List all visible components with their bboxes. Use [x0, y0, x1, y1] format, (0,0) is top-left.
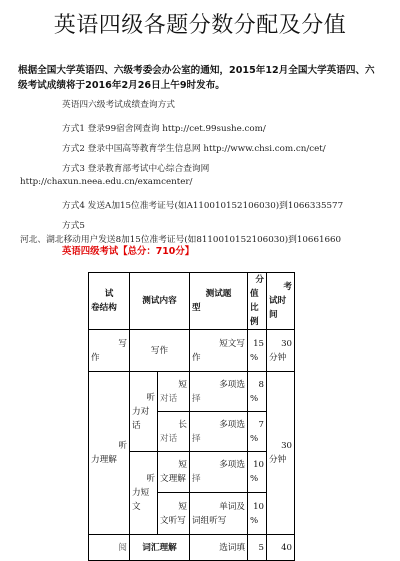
header-ratio-bottom: 值比例 — [250, 289, 259, 327]
table-row-reading-partial — [89, 535, 295, 561]
short-dialogue-bottom: 对话 — [160, 393, 178, 404]
query-heading: 英语四六级考试成绩查询方式 — [62, 100, 175, 110]
header-structure-bottom: 卷结构 — [91, 303, 117, 313]
method-5-line-1: 方式5 — [62, 221, 85, 231]
short-dialogue-type-bottom: 择 — [192, 393, 201, 404]
passage-comprehension-type-top: 多项选 — [219, 460, 245, 470]
writing-ratio-unit: % — [250, 352, 259, 363]
short-dialogue-ratio: 8 — [258, 379, 264, 390]
reading-vocab: 词汇理解 — [130, 535, 190, 561]
table-row-short-dialogue — [89, 372, 295, 412]
method-2: 方式2 登录中国高等教育学生信息网 http://www.chsi.com.cn/cet/ — [62, 144, 326, 154]
reading-vocab-type: 选词填 — [190, 535, 248, 561]
header-content: 测试内容 — [130, 273, 190, 330]
passage-comprehension-ratio-unit: % — [250, 474, 259, 484]
reading-time: 40 — [267, 535, 295, 561]
dictation-ratio-unit: % — [250, 515, 259, 526]
long-dialogue-ratio-unit: % — [250, 433, 259, 444]
writing-part-top: 写 — [118, 338, 127, 349]
short-dialogue-top: 短 — [178, 379, 187, 390]
header-structure-top: 试 — [104, 289, 114, 299]
long-dialogue-top: 长 — [178, 419, 187, 430]
short-dialogue-ratio-unit: % — [250, 393, 259, 404]
listening-time-unit: 分钟 — [269, 455, 287, 465]
writing-type-top: 短文写 — [219, 338, 245, 349]
passage-comprehension-bottom: 文理解 — [160, 474, 186, 484]
method-3-line-1: 方式3 登录教育部考试中心综合查询网 — [62, 164, 210, 174]
method-3-line-2: http://chaxun.neea.edu.cn/examcenter/ — [20, 177, 193, 187]
score-heading: 英语四级考试【总分：710分】 — [62, 246, 195, 257]
writing-time-unit: 分钟 — [269, 352, 287, 363]
header-type-bottom: 型 — [192, 303, 201, 313]
table-row-writing — [89, 330, 295, 372]
header-type-top: 测试题 — [205, 289, 232, 299]
listening-passage-top: 听 — [146, 474, 155, 484]
writing-time: 30 — [281, 338, 292, 349]
intro-line-1: 根据全国大学英语四、六级考委会办公室的通知，2015年12月全国大学英语四、六 — [18, 65, 375, 76]
header-ratio-top: 分 — [255, 275, 264, 285]
listening-dialogue-top: 听 — [146, 392, 155, 403]
score-table — [88, 272, 295, 561]
page-title: 英语四级各题分数分配及分值 — [53, 13, 347, 38]
dictation-top: 短 — [178, 501, 187, 512]
dictation-type-top: 单词及 — [219, 501, 245, 512]
passage-comprehension-type-bottom: 择 — [192, 474, 201, 484]
short-dialogue-type-top: 多项选 — [219, 379, 245, 390]
dictation-bottom: 文听写 — [160, 515, 186, 526]
table-header-row — [89, 273, 295, 330]
intro-line-2: 级考试成绩将于2016年2月26日上午9时发布。 — [18, 80, 225, 91]
method-5-line-2: 河北、湖北移动用户发送8加15位准考证号(如8110010152106030)到10661660 — [20, 235, 342, 245]
reading-vocab-ratio: 5 — [248, 535, 267, 561]
method-1: 方式1 登录99宿舍网查询 http://cet.99sushe.com/ — [62, 124, 266, 134]
dictation-type-bottom: 词组听写 — [192, 515, 227, 526]
writing-type-bottom: 作 — [192, 352, 201, 363]
long-dialogue-ratio: 7 — [258, 419, 264, 430]
passage-comprehension-ratio: 10 — [253, 460, 264, 470]
header-time-bottom: 试时间 — [269, 296, 287, 320]
long-dialogue-bottom: 对话 — [160, 433, 178, 444]
reading-part-top: 阅 — [89, 535, 130, 561]
writing-part-bottom: 作 — [91, 352, 100, 363]
listening-dialogue-bottom: 力对话 — [132, 406, 150, 431]
listening-part-bottom: 力理解 — [91, 455, 117, 465]
header-time-top: 考 — [283, 282, 292, 292]
long-dialogue-type-top: 多项选 — [219, 419, 245, 430]
listening-part-top: 听 — [118, 441, 127, 451]
dictation-ratio: 10 — [253, 501, 264, 512]
method-4: 方式4 发送A加15位准考证号(如A110010152106030)到1066335577 — [62, 201, 344, 211]
long-dialogue-type-bottom: 择 — [192, 433, 201, 444]
writing-content: 写作 — [130, 330, 190, 372]
listening-time: 30 — [281, 441, 292, 451]
passage-comprehension-top: 短 — [178, 460, 187, 470]
writing-ratio: 15 — [253, 338, 264, 349]
listening-passage-bottom: 力短文 — [132, 488, 150, 512]
